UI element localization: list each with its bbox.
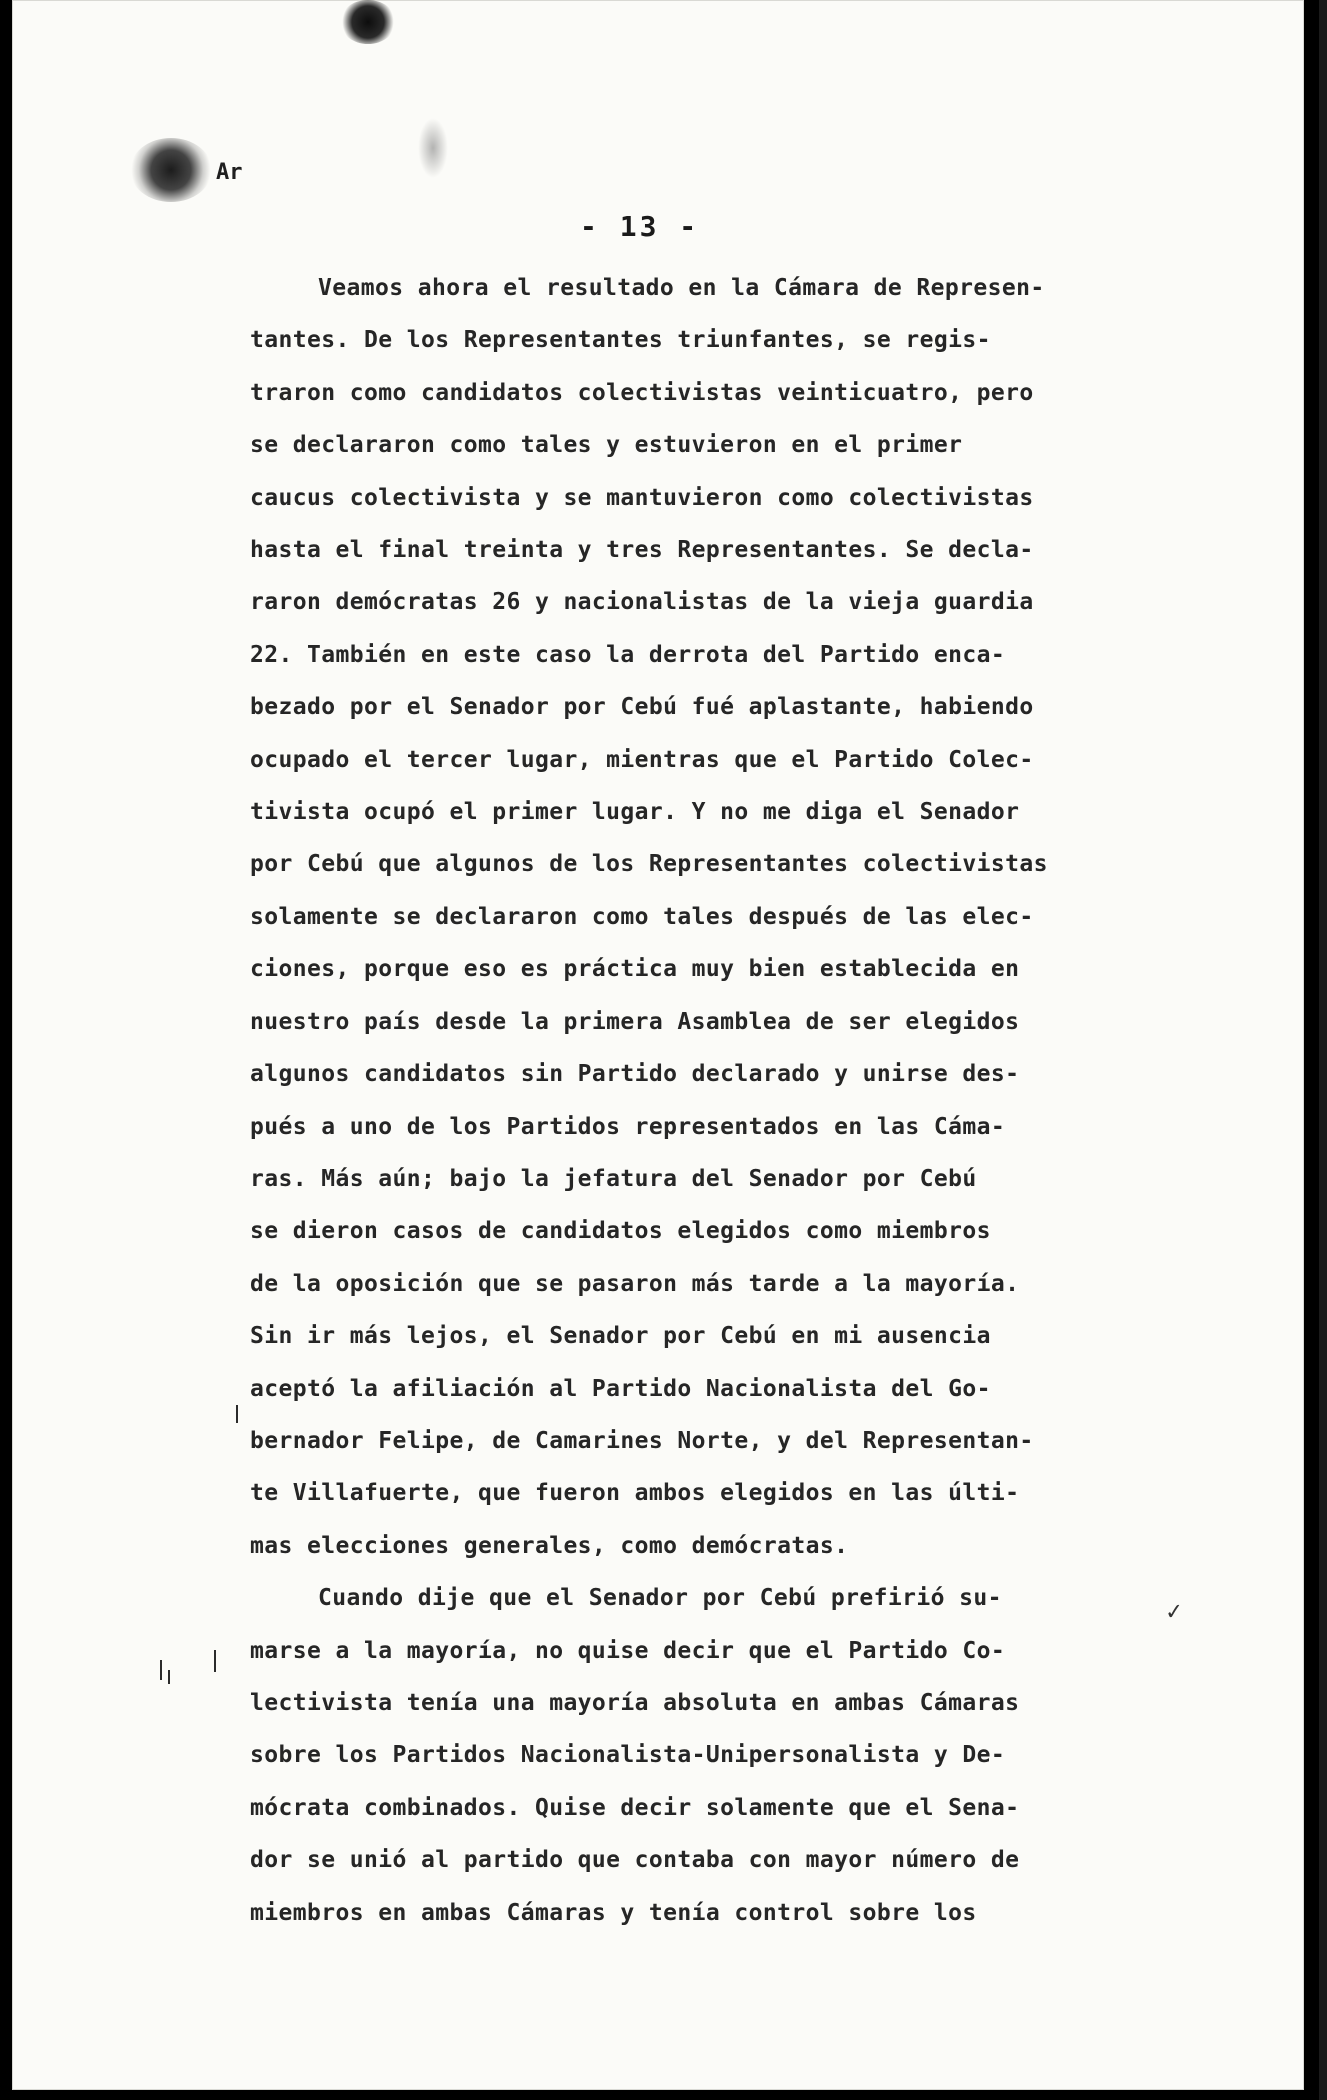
text-line: solamente se declararon como tales después de las elec- [250,903,1034,930]
text-line: te Villafuerte, que fueron ambos elegidos en las últi- [250,1480,1020,1507]
margin-annotation: Ar [216,160,243,185]
text-line: tivista ocupó el primer lugar. Y no me diga el Senador [250,799,1020,826]
body-text [250,262,1150,1939]
text-line: traron como candidatos colectivistas veinticuatro, pero [250,379,1034,406]
text-line: caucus colectivista y se mantuvieron como colectivistas [250,484,1034,511]
margin-tick-mark [214,1650,216,1672]
text-line: lectivista tenía una mayoría absoluta en ambas Cámaras [250,1689,1020,1716]
margin-tick-mark [168,1670,170,1684]
text-line: tantes. De los Representantes triunfantes, se regis- [250,327,991,354]
text-line: dor se unió al partido que contaba con mayor número de [250,1847,1020,1874]
smudge-mark [418,118,448,178]
text-line: mas elecciones generales, como demócratas. [250,1532,849,1559]
margin-tick-mark [160,1660,162,1680]
text-line: miembros en ambas Cámaras y tenía control sobre los [250,1899,977,1926]
text-line: aceptó la afiliación al Partido Nacionalista del Go- [250,1375,991,1402]
text-line: ocupado el tercer lugar, mientras que el Partido Colec- [250,746,1034,773]
ink-blot-top [340,0,396,44]
text-line: nuestro país desde la primera Asamblea de ser elegidos [250,1008,1020,1035]
text-line: 22. También en este caso la derrota del Partido enca- [250,641,1006,668]
text-line: Sin ir más lejos, el Senador por Cebú en mi ausencia [250,1323,991,1350]
text-line: marse a la mayoría, no quise decir que el Partido Co- [250,1637,1006,1664]
text-line: ciones, porque eso es práctica muy bien establecida en [250,956,1020,983]
scan-edge [1319,0,1327,2100]
page-number: - 13 - [580,210,700,243]
text-line: sobre los Partidos Nacionalista-Unipersonalista y De- [250,1742,1006,1769]
text-line: bernador Felipe, de Camarines Norte, y del Representan- [250,1427,1034,1454]
text-line: de la oposición que se pasaron más tarde a la mayoría. [250,1270,1020,1297]
text-line: se dieron casos de candidatos elegidos como miembros [250,1218,991,1245]
text-line: Cuando dije que el Senador por Cebú prefirió su- [318,1585,1002,1612]
text-line: ras. Más aún; bajo la jefatura del Senador por Cebú [250,1165,977,1192]
text-line: bezado por el Senador por Cebú fué aplastante, habiendo [250,694,1034,721]
text-line: Veamos ahora el resultado en la Cámara de Represen- [318,275,1045,301]
handwritten-mark: ✓ [1164,1599,1185,1626]
margin-tick-mark [236,1405,238,1423]
text-line: mócrata combinados. Quise decir solamente que el Sena- [250,1794,1020,1821]
ink-blot-left [130,138,212,202]
text-line: pués a uno de los Partidos representados en las Cáma- [250,1113,1006,1140]
text-line: se declararon como tales y estuvieron en el primer [250,432,963,459]
text-line: hasta el final treinta y tres Representantes. Se decla- [250,537,1034,564]
text-line: raron demócratas 26 y nacionalistas de la vieja guardia [250,589,1034,616]
text-line: por Cebú que algunos de los Representantes colectivistas [250,851,1048,878]
text-line: algunos candidatos sin Partido declarado y unirse des- [250,1061,1020,1088]
